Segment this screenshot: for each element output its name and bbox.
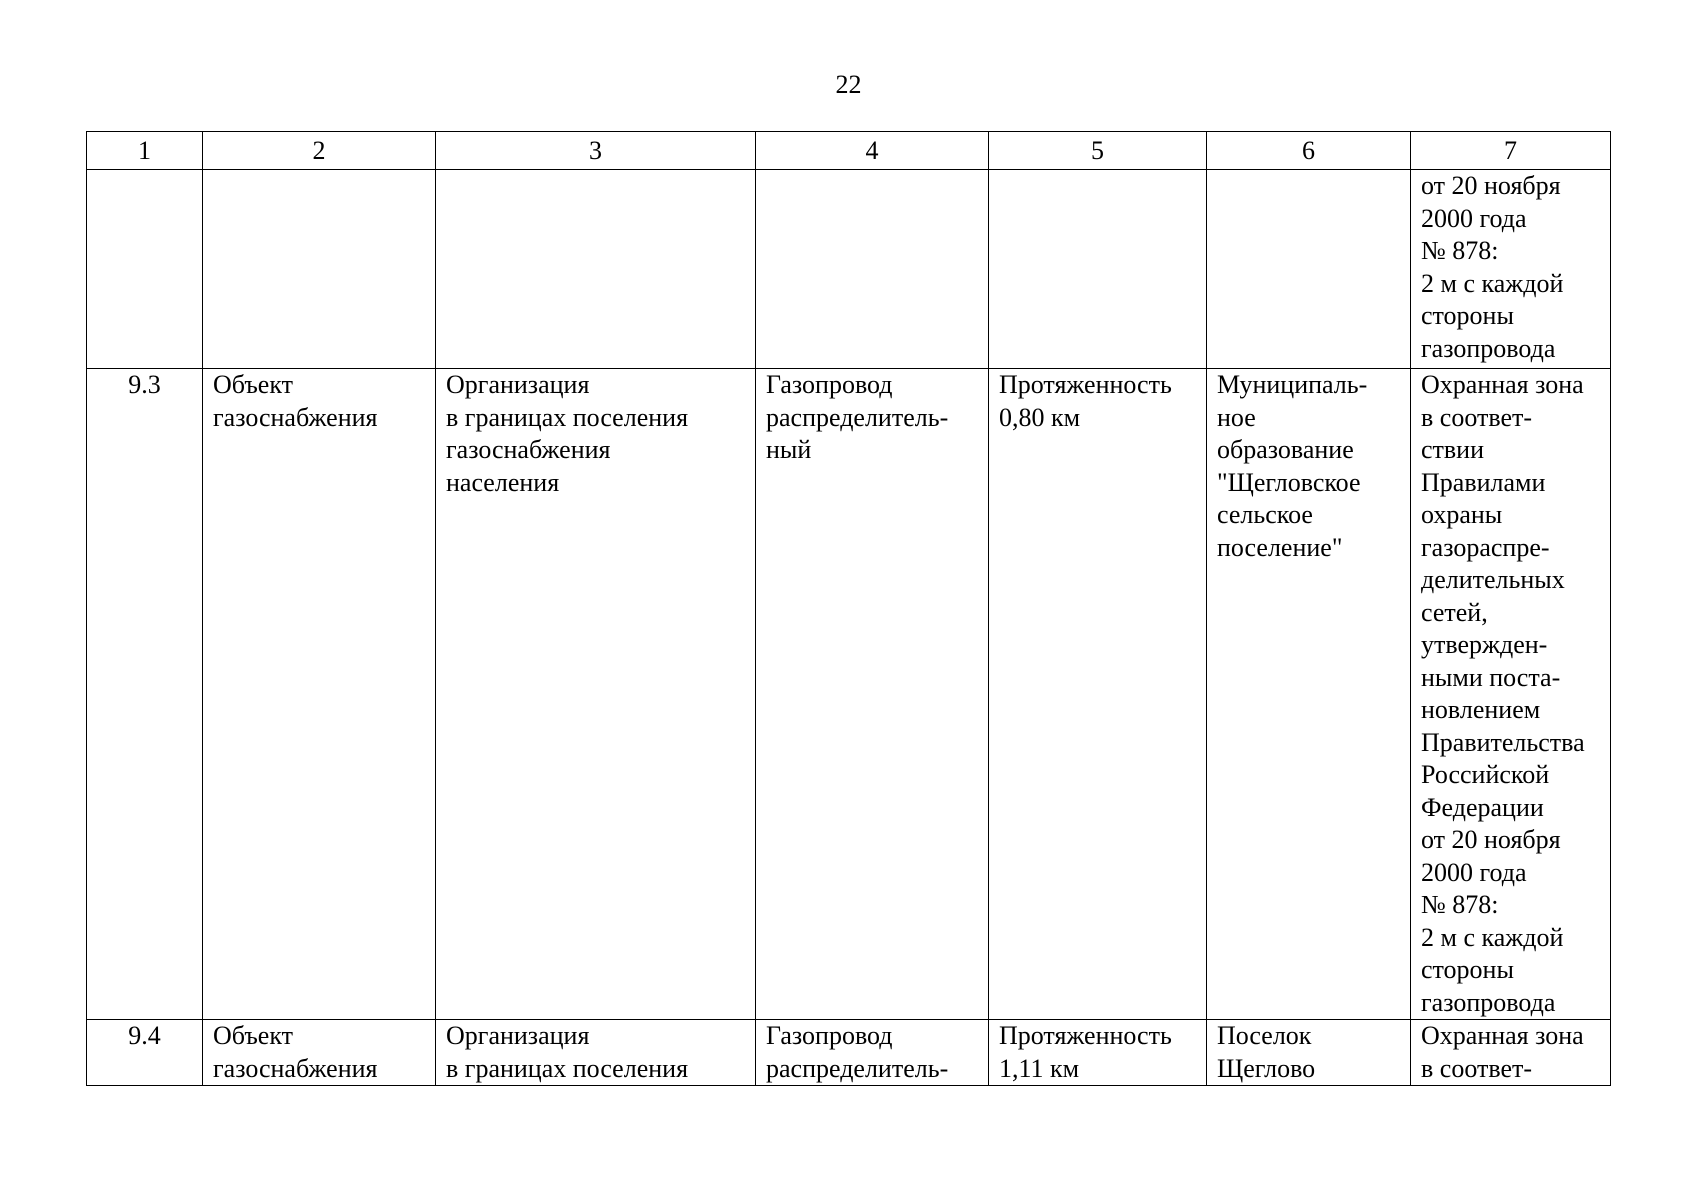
object-cell bbox=[203, 170, 436, 369]
row-number-cell: 9.3 bbox=[87, 369, 203, 1020]
planned-objects-table bbox=[86, 131, 1611, 1086]
column-number-2: 2 bbox=[203, 132, 436, 170]
purpose-cell: Организация в границах поселения bbox=[436, 1020, 756, 1086]
type-cell: Газопровод распределитель- ный bbox=[756, 369, 989, 1020]
object-cell: Объект газоснабжения bbox=[203, 1020, 436, 1086]
location-cell bbox=[1207, 170, 1411, 369]
row-number-cell bbox=[87, 170, 203, 369]
purpose-cell bbox=[436, 170, 756, 369]
characteristics-cell: Протяженность 1,11 км bbox=[989, 1020, 1207, 1086]
column-number-1: 1 bbox=[87, 132, 203, 170]
characteristics-cell bbox=[989, 170, 1207, 369]
column-number-3: 3 bbox=[436, 132, 756, 170]
column-number-5: 5 bbox=[989, 132, 1207, 170]
zone-cell: Охранная зона в соответ- ствии Правилами охраны газораспре- делительных сетей, утвержден- ными поста- новлением Правительства Российской Федерации от 20 ноября 2000 года № 878: 2 м с каждой стороны газопровода bbox=[1411, 369, 1611, 1020]
row-number-cell: 9.4 bbox=[87, 1020, 203, 1086]
location-cell: Муниципаль- ное образование "Щегловское сельское поселение" bbox=[1207, 369, 1411, 1020]
characteristics-cell: Протяженность 0,80 км bbox=[989, 369, 1207, 1020]
type-cell: Газопровод распределитель- bbox=[756, 1020, 989, 1086]
table-row bbox=[87, 1020, 1611, 1086]
column-number-7: 7 bbox=[1411, 132, 1611, 170]
type-cell bbox=[756, 170, 989, 369]
purpose-cell: Организация в границах поселения газоснабжения населения bbox=[436, 369, 756, 1020]
zone-cell: от 20 ноября 2000 года № 878: 2 м с каждой стороны газопровода bbox=[1411, 170, 1611, 369]
zone-cell: Охранная зона в соответ- bbox=[1411, 1020, 1611, 1086]
page-number: 22 bbox=[835, 70, 862, 99]
table-header-row bbox=[87, 132, 1611, 170]
table-row bbox=[87, 369, 1611, 1020]
table-row-continuation bbox=[87, 170, 1611, 369]
column-number-4: 4 bbox=[756, 132, 989, 170]
location-cell: Поселок Щеглово bbox=[1207, 1020, 1411, 1086]
column-number-6: 6 bbox=[1207, 132, 1411, 170]
object-cell: Объект газоснабжения bbox=[203, 369, 436, 1020]
